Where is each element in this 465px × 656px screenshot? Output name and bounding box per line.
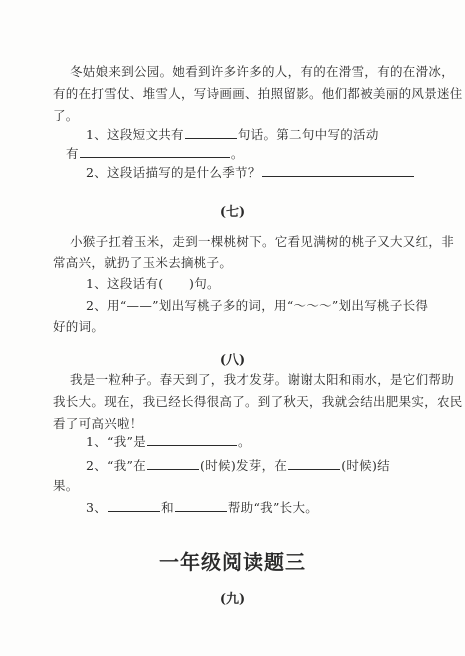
- page-title: 一年级阅读题三: [159, 550, 306, 574]
- answer-blank-8-3b[interactable]: [175, 500, 227, 512]
- question-8-3: [86, 500, 318, 516]
- question-6-1-text-a: 1、这段短文共有: [86, 127, 184, 142]
- question-6-1-line-2: [66, 146, 244, 162]
- question-8-1-suffix: 。: [238, 434, 251, 449]
- answer-blank-6-1b[interactable]: [80, 146, 230, 158]
- question-8-2-text-c: (时候)结: [341, 458, 390, 473]
- answer-blank-8-2b[interactable]: [288, 458, 340, 470]
- answer-blank-6-2[interactable]: [262, 165, 414, 177]
- question-8-2-text-a: 2、“我”在: [86, 458, 147, 473]
- passage-7-line-1: 小猴子扛着玉米，走到一棵桃树下。它看见满树的桃子又大又红，非: [70, 234, 455, 249]
- question-7-1: 1、这段话有( )句。: [86, 276, 220, 291]
- question-8-2-text-b: (时候)发芽，在: [200, 458, 288, 473]
- answer-blank-8-2a[interactable]: [147, 458, 199, 470]
- question-8-3-text-c: 帮助“我”长大。: [227, 500, 319, 515]
- question-6-2: [86, 165, 415, 181]
- question-8-1: [86, 434, 251, 450]
- question-6-1-prefix: 有: [66, 146, 79, 161]
- question-8-3-text-a: 3、: [86, 500, 108, 515]
- question-8-1-prefix: 1、“我”是: [86, 434, 147, 449]
- passage-8-line-3: 看了可高兴啦！: [53, 416, 143, 431]
- question-8-3-text-b: 和: [161, 500, 174, 515]
- answer-blank-6-1a[interactable]: [185, 127, 237, 139]
- answer-blank-8-1[interactable]: [147, 434, 237, 446]
- question-6-1-text-b: 句话。第二句中写的活动: [237, 127, 379, 142]
- passage-7-line-2: 常高兴，就扔了玉米去摘桃子。: [53, 255, 233, 270]
- passage-8-line-2: 我长大。现在，我已经长得很高了。到了秋天，我就会结出肥果实，农民: [53, 394, 463, 409]
- section-9-heading: (九): [219, 592, 246, 607]
- question-6-1: [86, 127, 379, 143]
- section-8-heading: (八): [219, 353, 246, 368]
- question-7-2-line-1: 2、用“——”划出写桃子多的词，用“～～～”划出写桃子长得: [86, 298, 429, 313]
- passage-8-line-1: 我是一粒种子。春天到了，我才发芽。谢谢太阳和雨水，是它们帮助: [70, 372, 455, 387]
- section-7-heading: (七): [219, 205, 246, 220]
- question-8-2-line-2: 果。: [53, 478, 79, 493]
- question-6-1-suffix: 。: [230, 146, 244, 161]
- question-8-2: [86, 458, 390, 474]
- passage-6-line-3: 了。: [53, 108, 79, 123]
- answer-blank-8-3a[interactable]: [108, 500, 160, 512]
- passage-6-line-2: 有的在打雪仗、堆雪人，写诗画画、拍照留影。他们都被美丽的风景迷住: [53, 86, 463, 101]
- question-6-2-text: 2、这段话描写的是什么季节？: [86, 165, 261, 180]
- passage-6-line-1: 冬姑娘来到公园。她看到许多许多的人，有的在滑雪，有的在滑冰，: [70, 64, 455, 79]
- question-7-2-line-2: 好的词。: [53, 319, 105, 334]
